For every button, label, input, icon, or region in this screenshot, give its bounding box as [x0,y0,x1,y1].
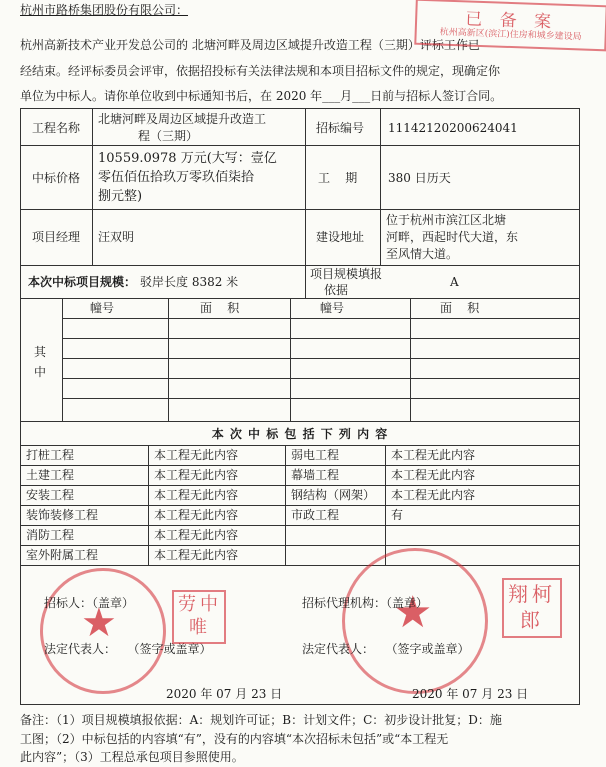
price-value-1: 10559.0978 万元(大写：壹亿 [98,151,277,166]
tenderer-label: 招标人：（盖章） [44,596,135,610]
footnote-line-1: 备注：（1）项目规模填报依据：A：规划许可证；B：计划文件；C：初步设计批复；D：施 [20,713,502,727]
scope-item-value: 本工程无此内容 [391,488,476,502]
sub-header-building-1: 幢号 [90,301,115,315]
award-table [20,108,580,705]
scope-item-name: 弱电工程 [291,448,340,462]
seal-left-char-1: 劳 [178,594,196,615]
scope-item-value: 本工程无此内容 [391,448,476,462]
scope-item-name: 土建工程 [26,468,75,482]
site-value-1: 位于杭州市滨江区北塘 [386,213,507,227]
scope-item-name: 打桩工程 [26,448,75,462]
scope-item-value: 本工程无此内容 [391,468,476,482]
notice-line-3: 单位为中标人。请你单位收到中标通知书后，在 2020 年___月___日前与招标人签订合同。 [20,89,503,103]
scope-item-name: 安装工程 [26,488,75,502]
scope-item-name: 室外附属工程 [26,548,99,562]
agency-label: 招标代理机构：（盖章） [302,596,429,610]
date-right: 2020 年 07 月 23 日 [412,687,529,701]
sub-header-building-2: 幢号 [320,301,345,315]
scope-item-name: 幕墙工程 [291,468,340,482]
personal-seal-right [502,578,562,638]
project-name-value-1: 北塘河畔及周边区域提升改造工 [98,112,267,126]
seal-right-char-2: 柯 [532,582,552,606]
footnote-line-2: 工图；（2）中标包括的内容填“有”，没有的内容填“本次招标未包括”或“本工程无 [20,732,449,746]
basis-label-2: 依据 [324,283,349,297]
scope-item-name: 装饰装修工程 [26,508,99,522]
legal-rep-left: 法定代表人： （签字或盖章） [44,642,212,656]
seal-left-char-3: 唯 [189,617,207,638]
tenderer-seal [40,568,166,694]
seal-star-icon: ★ [81,600,117,646]
site-value-3: 至风情大道。 [386,247,459,261]
project-name-value-2: 程（三期） [138,129,199,143]
scope-item-value: 本工程无此内容 [154,548,239,562]
tender-no-value: 11142120200624041 [388,121,518,135]
scope-item-value: 本工程无此内容 [154,488,239,502]
record-stamp-title: 已 备 案 [464,9,558,33]
manager-value: 汪双明 [98,230,135,244]
seal-star-icon: ★ [393,587,433,638]
site-label: 建设地址 [316,230,365,244]
basis-label-1: 项目规模填报 [310,267,383,281]
sub-header-area-2: 面 积 [440,301,480,315]
notice-line-2: 经结束。经评标委员会评审，依据招投标有关法律法规和本项目招标文件的规定，现确定你 [20,64,501,78]
scope-item-value: 本工程无此内容 [154,528,239,542]
period-label: 工 期 [318,171,358,185]
seal-right-char-1: 翔 [508,582,528,606]
price-label: 中标价格 [32,171,81,185]
scope-item-value: 本工程无此内容 [154,468,239,482]
scope-item-value: 本工程无此内容 [154,508,239,522]
period-value: 380 日历天 [388,171,451,185]
footnote-line-3: 此内容”；（3）工程总承包项目参照使用。 [20,750,244,764]
sub-header-area-1: 面 积 [200,301,240,315]
scope-item-name: 钢结构（网架） [291,488,376,502]
manager-label: 项目经理 [32,230,81,244]
seal-left-char-2: 中 [200,594,218,615]
legal-rep-right: 法定代表人： （签字或盖章） [302,642,470,656]
among-label-2: 中 [34,365,47,379]
project-name-label: 工程名称 [32,121,81,135]
notice-line-1: 杭州高新技术产业开发总公司的 北塘河畔及周边区域提升改造工程（三期）评标工作已 [20,38,480,52]
personal-seal-left [172,590,226,644]
scope-item-value: 本工程无此内容 [154,448,239,462]
scale-label: 本次中标项目规模： [28,275,137,289]
price-value-2: 零伍佰伍拾玖万零玖佰柒拾 [98,170,255,185]
scope-item-value: 有 [391,508,404,522]
recipient: 杭州市路桥集团股份有限公司： [20,3,189,17]
price-value-3: 捌元整) [98,189,143,204]
seal-right-char-3: 郎 [520,608,540,632]
among-label-1: 其 [34,345,47,359]
scope-item-name: 市政工程 [291,508,340,522]
scale-value: 驳岸长度 8382 米 [140,275,239,289]
record-stamp [414,0,606,51]
scope-item-name: 消防工程 [26,528,75,542]
record-stamp-subtitle: 杭州高新区(滨江)住房和城乡建设局 [439,27,582,43]
tender-no-label: 招标编号 [316,121,365,135]
scope-title: 本 次 中 标 包 括 下 列 内 容 [211,427,389,441]
basis-value: A [450,275,459,289]
site-value-2: 河畔，西起时代大道，东 [386,230,519,244]
agency-seal [342,548,488,694]
date-left: 2020 年 07 月 23 日 [166,687,283,701]
